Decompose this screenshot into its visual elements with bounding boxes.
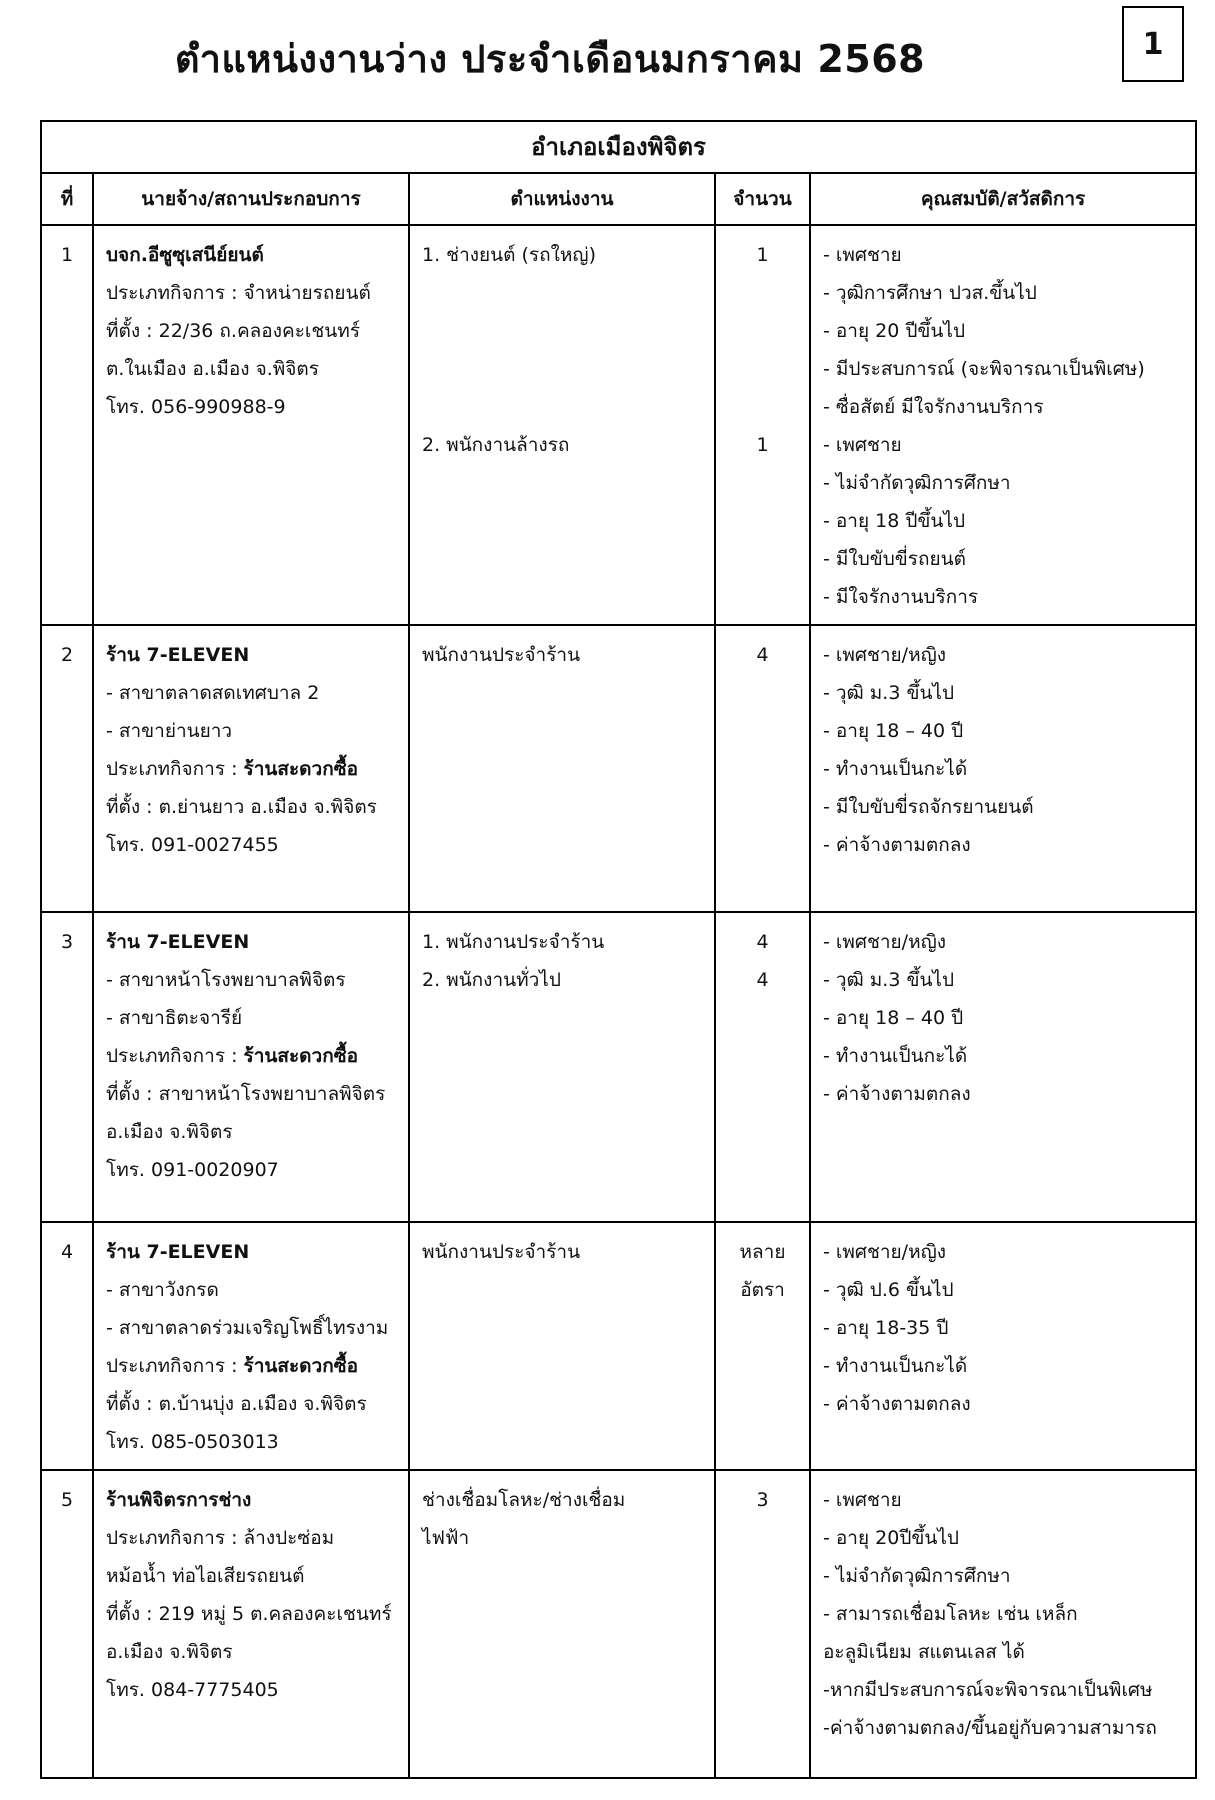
employer-cell xyxy=(93,1222,409,1470)
position-count xyxy=(720,312,805,350)
qualification-item: - เพศชาย/หญิง xyxy=(823,931,947,953)
employer-detail: - สาขาย่านยาว xyxy=(106,720,233,742)
employer-cell xyxy=(93,912,409,1222)
position-count xyxy=(720,388,805,426)
position-cell xyxy=(409,625,715,912)
district-header: อำเภอเมืองพิจิตร xyxy=(41,121,1196,173)
qualification-item: - ทำงานเป็นกะได้ xyxy=(823,1045,968,1067)
qualification-item: - ค่าจ้างตามตกลง xyxy=(823,1083,971,1105)
table-row xyxy=(41,1222,1196,1470)
qualification-item: - อายุ 20ปีขึ้นไป xyxy=(823,1527,959,1549)
qualification-item: - อายุ 18 ปีขึ้นไป xyxy=(823,510,966,532)
qualification-item: - มีใจรักงานบริการ xyxy=(823,586,979,608)
business-type-label: ประเภทกิจการ : xyxy=(106,1355,244,1377)
position-item: 1. พนักงานประจำร้าน xyxy=(422,931,605,953)
employer-detail: โทร. 085-0503013 xyxy=(106,1431,279,1453)
position-count xyxy=(720,350,805,388)
employer-detail: - สาขาตลาดร่วมเจริญโพธิ์ไทรงาม xyxy=(106,1317,389,1339)
qualification-item: -หากมีประสบการณ์จะพิจารณาเป็นพิเศษ xyxy=(823,1679,1153,1701)
employer-detail: ประเภทกิจการ : จำหน่ายรถยนต์ xyxy=(106,282,371,304)
position-count: 1 xyxy=(756,434,769,456)
employer-detail: - สาขาหน้าโรงพยาบาลพิจิตร xyxy=(106,969,346,991)
qualification-item: - วุฒิ ม.3 ขึ้นไป xyxy=(823,969,955,991)
employer-detail: ที่ตั้ง : 219 หมู่ 5 ต.คลองคะเชนทร์ xyxy=(106,1603,392,1625)
employer-detail: ที่ตั้ง : สาขาหน้าโรงพยาบาลพิจิตร xyxy=(106,1083,386,1105)
count-cell xyxy=(715,625,810,912)
qualification-cell xyxy=(810,912,1196,1222)
qualification-item: - ทำงานเป็นกะได้ xyxy=(823,1355,968,1377)
position-count xyxy=(720,274,805,312)
business-type-value: ร้านสะดวกซื้อ xyxy=(243,1355,358,1377)
count-cell xyxy=(715,1222,810,1470)
position-item xyxy=(422,350,706,388)
position-count: 3 xyxy=(756,1489,769,1511)
qualification-item: - มีประสบการณ์ (จะพิจารณาเป็นพิเศษ) xyxy=(823,358,1145,380)
row-number: 3 xyxy=(41,912,93,1222)
position-item: พนักงานประจำร้าน xyxy=(422,1241,581,1263)
position-count: 1 xyxy=(756,244,769,266)
position-item xyxy=(422,388,706,426)
row-number: 5 xyxy=(41,1470,93,1778)
column-header-employer: นายจ้าง/สถานประกอบการ xyxy=(93,173,409,225)
qualification-item: -ค่าจ้างตามตกลง/ขึ้นอยู่กับความสามารถ xyxy=(823,1717,1157,1739)
position-cell xyxy=(409,1222,715,1470)
employer-detail: หม้อน้ำ ท่อไอเสียรถยนต์ xyxy=(106,1565,305,1587)
qualification-item: - ค่าจ้างตามตกลง xyxy=(823,1393,971,1415)
position-item: 1. ช่างยนต์ (รถใหญ่) xyxy=(422,244,597,266)
business-type xyxy=(106,1347,400,1385)
position-item: ไฟฟ้า xyxy=(422,1527,470,1549)
qualification-cell xyxy=(810,625,1196,912)
qualification-item: - ไม่จำกัดวุฒิการศึกษา xyxy=(823,472,1011,494)
qualification-item: อะลูมิเนียม สแตนเลส ได้ xyxy=(823,1641,1025,1663)
qualification-cell xyxy=(810,225,1196,625)
table-row xyxy=(41,1470,1196,1778)
business-type-label: ประเภทกิจการ : xyxy=(106,1045,244,1067)
column-header-qualifications: คุณสมบัติ/สวัสดิการ xyxy=(810,173,1196,225)
position-count: อัตรา xyxy=(740,1279,785,1301)
page-number-box xyxy=(1122,6,1184,82)
qualification-item: - อายุ 18 – 40 ปี xyxy=(823,720,964,742)
employer-detail: - สาขาธิตะจารีย์ xyxy=(106,1007,243,1029)
column-header-no: ที่ xyxy=(41,173,93,225)
column-header-position: ตำแหน่งงาน xyxy=(409,173,715,225)
qualification-item: - ไม่จำกัดวุฒิการศึกษา xyxy=(823,1565,1011,1587)
employer-detail: โทร. 056-990988-9 xyxy=(106,396,286,418)
business-type xyxy=(106,750,400,788)
qualification-item: - วุฒิ ป.6 ขึ้นไป xyxy=(823,1279,954,1301)
position-item xyxy=(422,274,706,312)
employer-detail: โทร. 084-7775405 xyxy=(106,1679,279,1701)
employer-detail: อ.เมือง จ.พิจิตร xyxy=(106,1121,233,1143)
position-count: 4 xyxy=(756,644,769,666)
position-item: 2. พนักงานล้างรถ xyxy=(422,434,570,456)
qualification-item: - มีใบขับขี่รถจักรยานยนต์ xyxy=(823,796,1034,818)
qualification-item: - มีใบขับขี่รถยนต์ xyxy=(823,548,966,570)
qualification-item: - เพศชาย/หญิง xyxy=(823,644,947,666)
employer-detail: ต.ในเมือง อ.เมือง จ.พิจิตร xyxy=(106,358,319,380)
employer-detail: ที่ตั้ง : ต.ย่านยาว อ.เมือง จ.พิจิตร xyxy=(106,796,377,818)
table-row xyxy=(41,625,1196,912)
employer-detail: ที่ตั้ง : ต.บ้านบุ่ง อ.เมือง จ.พิจิตร xyxy=(106,1393,367,1415)
qualification-item: - วุฒิ ม.3 ขึ้นไป xyxy=(823,682,955,704)
qualification-item: - เพศชาย/หญิง xyxy=(823,1241,947,1263)
employer-detail: - สาขาวังกรด xyxy=(106,1279,219,1301)
count-cell xyxy=(715,912,810,1222)
qualification-item: - เพศชาย xyxy=(823,244,902,266)
qualification-cell xyxy=(810,1470,1196,1778)
qualification-item: - ค่าจ้างตามตกลง xyxy=(823,834,971,856)
row-number: 2 xyxy=(41,625,93,912)
page-title: ตำแหน่งงานว่าง ประจำเดือนมกราคม 2568 xyxy=(174,37,926,81)
position-item: พนักงานประจำร้าน xyxy=(422,644,581,666)
row-number: 4 xyxy=(41,1222,93,1470)
position-item: 2. พนักงานทั่วไป xyxy=(422,969,561,991)
employer-detail: - สาขาตลาดสดเทศบาล 2 xyxy=(106,682,320,704)
qualification-item: - อายุ 20 ปีขึ้นไป xyxy=(823,320,966,342)
qualification-item: - เพศชาย xyxy=(823,1489,902,1511)
employer-name: ร้านพิจิตรการช่าง xyxy=(106,1489,252,1511)
employer-cell xyxy=(93,625,409,912)
position-cell xyxy=(409,1470,715,1778)
employer-detail: โทร. 091-0020907 xyxy=(106,1159,279,1181)
qualification-item: - วุฒิการศึกษา ปวส.ขึ้นไป xyxy=(823,282,1037,304)
qualification-item: - อายุ 18 – 40 ปี xyxy=(823,1007,964,1029)
employer-detail: อ.เมือง จ.พิจิตร xyxy=(106,1641,233,1663)
column-header-count: จำนวน xyxy=(715,173,810,225)
count-cell xyxy=(715,1470,810,1778)
employer-name: ร้าน 7-ELEVEN xyxy=(106,1241,250,1263)
position-item: ช่างเชื่อมโลหะ/ช่างเชื่อม xyxy=(422,1489,626,1511)
table-row xyxy=(41,912,1196,1222)
table-row xyxy=(41,225,1196,625)
qualification-item: - ซื่อสัตย์ มีใจรักงานบริการ xyxy=(823,396,1044,418)
qualification-item: - ทำงานเป็นกะได้ xyxy=(823,758,968,780)
row-number: 1 xyxy=(41,225,93,625)
position-item xyxy=(422,312,706,350)
employer-name: ร้าน 7-ELEVEN xyxy=(106,644,250,666)
job-vacancy-table xyxy=(40,120,1197,1779)
employer-cell xyxy=(93,1470,409,1778)
qualification-cell xyxy=(810,1222,1196,1470)
employer-detail: ที่ตั้ง : 22/36 ถ.คลองคะเชนทร์ xyxy=(106,320,361,342)
count-cell xyxy=(715,225,810,625)
position-cell xyxy=(409,225,715,625)
employer-detail: โทร. 091-0027455 xyxy=(106,834,279,856)
position-cell xyxy=(409,912,715,1222)
business-type-value: ร้านสะดวกซื้อ xyxy=(243,758,358,780)
employer-name: บจก.อีซูซุเสนีย์ยนต์ xyxy=(106,244,264,266)
business-type xyxy=(106,1037,400,1075)
qualification-item: - อายุ 18-35 ปี xyxy=(823,1317,949,1339)
position-count: 4 xyxy=(756,969,769,991)
position-count: หลาย xyxy=(739,1241,786,1263)
qualification-item: - เพศชาย xyxy=(823,434,902,456)
employer-detail: ประเภทกิจการ : ล้างปะซ่อม xyxy=(106,1527,335,1549)
employer-name: ร้าน 7-ELEVEN xyxy=(106,931,250,953)
business-type-value: ร้านสะดวกซื้อ xyxy=(243,1045,358,1067)
page-number: 1 xyxy=(1142,26,1164,62)
qualification-item: - สามารถเชื่อมโลหะ เช่น เหล็ก xyxy=(823,1603,1078,1625)
business-type-label: ประเภทกิจการ : xyxy=(106,758,244,780)
employer-cell xyxy=(93,225,409,625)
position-count: 4 xyxy=(756,931,769,953)
